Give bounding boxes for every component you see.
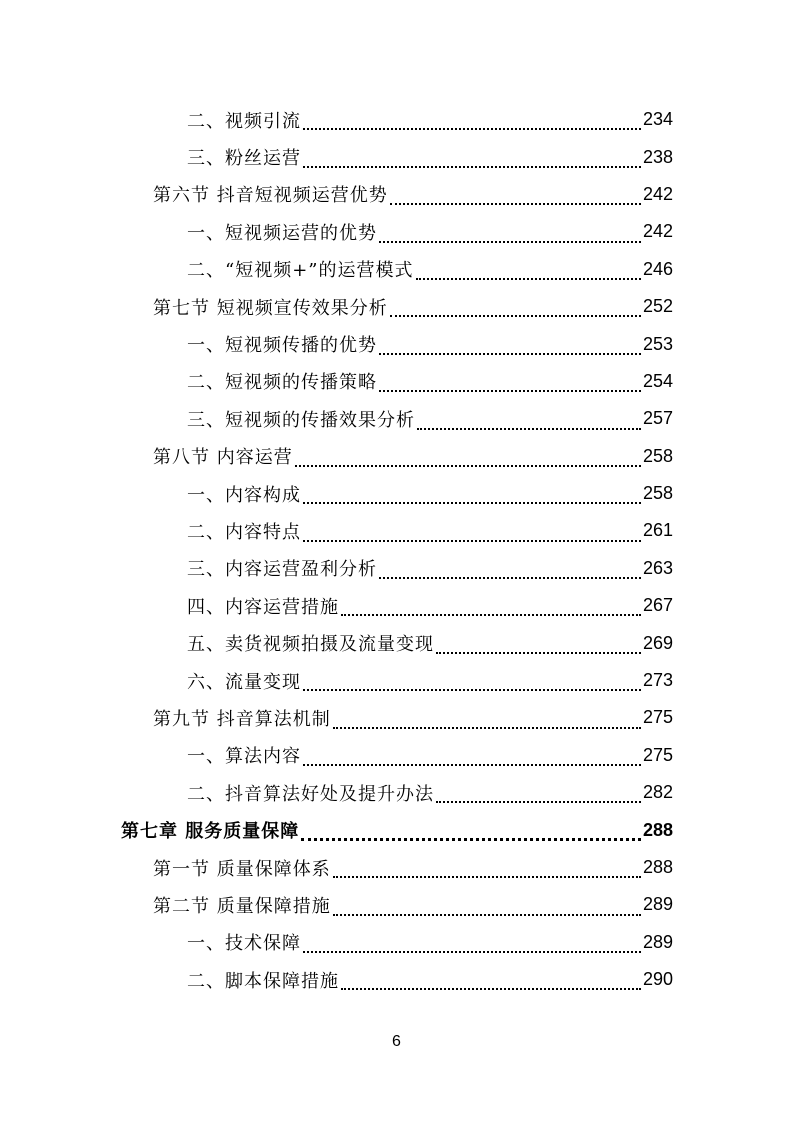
dot-leader: [436, 652, 641, 654]
toc-entry-title: 第七章 服务质量保障: [121, 821, 300, 843]
dot-leader: [416, 278, 641, 280]
dot-leader: [341, 614, 641, 616]
dot-leader: [417, 428, 641, 430]
table-of-contents: [0, 101, 793, 998]
toc-entry-page: 253: [642, 333, 673, 354]
toc-entry-section[interactable]: [0, 176, 793, 213]
toc-entry-page: 289: [642, 931, 673, 952]
dot-leader: [303, 951, 641, 953]
toc-entry-item[interactable]: [0, 512, 793, 549]
dot-leader: [379, 353, 641, 355]
toc-entry-title: 三、内容运营盈利分析: [187, 559, 377, 581]
toc-entry-page: 282: [642, 782, 673, 803]
toc-entry-item[interactable]: [0, 213, 793, 250]
toc-entry-item[interactable]: [0, 475, 793, 512]
dot-leader: [303, 764, 641, 766]
toc-entry-page: 290: [642, 969, 673, 990]
dot-leader: [303, 128, 641, 130]
dot-leader: [295, 465, 641, 467]
toc-entry-page: 246: [642, 258, 673, 279]
dot-leader: [303, 540, 641, 542]
toc-entry-title: 一、内容构成: [187, 484, 301, 506]
dot-leader: [333, 876, 641, 878]
dot-leader: [436, 801, 641, 803]
toc-entry-page: 275: [642, 744, 673, 765]
toc-entry-page: 252: [642, 296, 673, 317]
toc-entry-title: 第六节 抖音短视频运营优势: [153, 185, 388, 207]
toc-entry-page: 269: [642, 632, 673, 653]
toc-entry-item[interactable]: [0, 363, 793, 400]
toc-entry-item[interactable]: [0, 138, 793, 175]
toc-entry-item[interactable]: [0, 325, 793, 362]
toc-entry-item[interactable]: [0, 961, 793, 998]
toc-entry-page: 242: [642, 221, 673, 242]
toc-entry-page: 288: [642, 819, 673, 840]
toc-entry-title: 第七节 短视频宣传效果分析: [153, 297, 388, 319]
toc-entry-title: 一、算法内容: [187, 746, 301, 768]
toc-entry-page: 254: [642, 370, 673, 391]
toc-entry-page: 289: [642, 894, 673, 915]
toc-entry-item[interactable]: [0, 550, 793, 587]
toc-entry-section[interactable]: [0, 849, 793, 886]
toc-entry-page: 257: [642, 408, 673, 429]
toc-entry-title: 一、技术保障: [187, 933, 301, 955]
dot-leader: [333, 727, 641, 729]
dot-leader: [379, 577, 641, 579]
toc-entry-title: 四、内容运营措施: [187, 596, 339, 618]
toc-entry-section[interactable]: [0, 288, 793, 325]
dot-leader: [341, 988, 641, 990]
toc-entry-item[interactable]: [0, 101, 793, 138]
toc-entry-page: 275: [642, 707, 673, 728]
toc-entry-item[interactable]: [0, 251, 793, 288]
dot-leader: [303, 689, 641, 691]
toc-entry-page: 242: [642, 183, 673, 204]
toc-entry-title: 第二节 质量保障措施: [153, 895, 331, 917]
toc-entry-item[interactable]: [0, 400, 793, 437]
dot-leader: [333, 914, 641, 916]
toc-entry-title: 二、短视频的传播策略: [187, 372, 377, 394]
toc-entry-section[interactable]: [0, 438, 793, 475]
toc-entry-title: 五、卖货视频拍摄及流量变现: [187, 634, 434, 656]
toc-entry-page: 258: [642, 445, 673, 466]
toc-entry-item[interactable]: [0, 737, 793, 774]
toc-entry-chapter[interactable]: [0, 811, 793, 848]
toc-entry-title: 一、短视频运营的优势: [187, 222, 377, 244]
toc-entry-item[interactable]: [0, 662, 793, 699]
dot-leader: [390, 203, 641, 205]
toc-entry-page: 267: [642, 595, 673, 616]
dot-leader: [379, 241, 641, 243]
toc-entry-page: 258: [642, 483, 673, 504]
toc-entry-page: 238: [642, 146, 673, 167]
toc-entry-section[interactable]: [0, 886, 793, 923]
toc-entry-page: 263: [642, 557, 673, 578]
toc-entry-title: 二、“短视频+”的运营模式: [187, 260, 414, 282]
toc-entry-title: 二、视频引流: [187, 110, 301, 132]
toc-entry-title: 二、脚本保障措施: [187, 970, 339, 992]
dot-leader: [303, 166, 641, 168]
toc-entry-section[interactable]: [0, 699, 793, 736]
toc-entry-page: 234: [642, 109, 673, 130]
dot-leader: [303, 502, 641, 504]
toc-entry-title: 三、短视频的传播效果分析: [187, 409, 415, 431]
page-number: 6: [392, 1033, 401, 1050]
toc-entry-item[interactable]: [0, 774, 793, 811]
dot-leader: [379, 390, 641, 392]
toc-entry-title: 第八节 内容运营: [153, 447, 293, 469]
toc-entry-title: 第九节 抖音算法机制: [153, 708, 331, 730]
toc-entry-item[interactable]: [0, 624, 793, 661]
dot-leader: [301, 838, 641, 841]
toc-entry-title: 二、抖音算法好处及提升办法: [187, 783, 434, 805]
toc-entry-page: 261: [642, 520, 673, 541]
toc-entry-page: 273: [642, 670, 673, 691]
toc-entry-title: 三、粉丝运营: [187, 148, 301, 170]
toc-entry-title: 第一节 质量保障体系: [153, 858, 331, 880]
dot-leader: [390, 315, 641, 317]
toc-entry-page: 288: [642, 857, 673, 877]
toc-entry-item[interactable]: [0, 587, 793, 624]
toc-entry-title: 一、短视频传播的优势: [187, 335, 377, 357]
toc-entry-title: 六、流量变现: [187, 671, 301, 693]
toc-entry-title: 二、内容特点: [187, 521, 301, 543]
toc-entry-item[interactable]: [0, 924, 793, 961]
